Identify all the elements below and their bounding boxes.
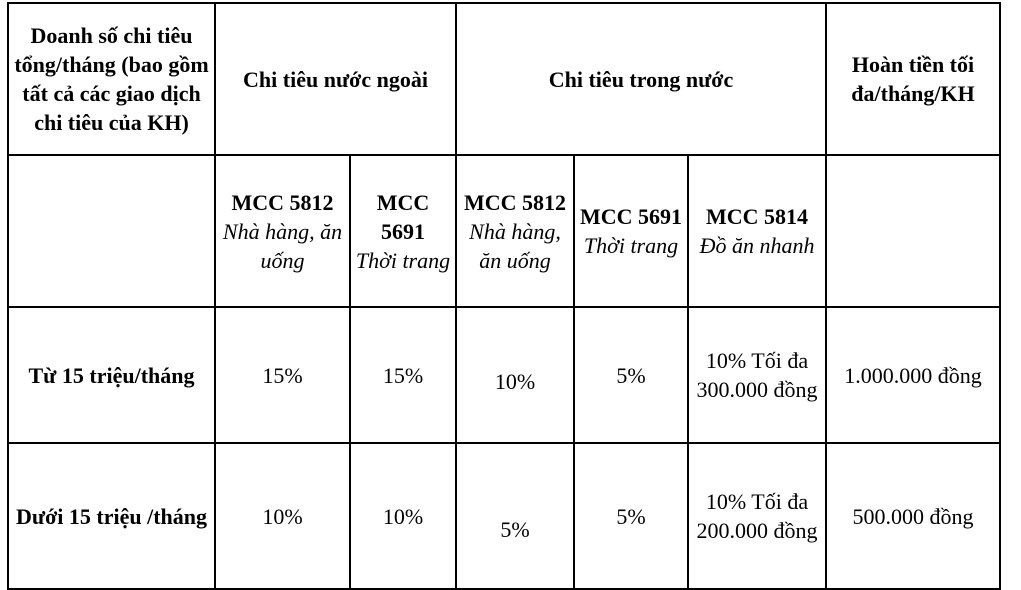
- subheader-domestic-5814: [688, 155, 826, 307]
- subheader-foreign-5691: [350, 155, 456, 307]
- tier-label: Từ 15 triệu/tháng: [8, 307, 215, 443]
- mcc-description: Thời trang: [355, 247, 451, 273]
- rate-domestic-5814: 10% Tối đa 300.000 đồng: [688, 307, 826, 443]
- rate-domestic-5812: 10%: [456, 307, 574, 443]
- rate-foreign-5812: 15%: [215, 307, 350, 443]
- table-row: [8, 307, 1000, 443]
- mcc-description: Nhà hàng, ăn uống: [222, 218, 343, 273]
- mcc-code: MCC 5812: [463, 189, 567, 215]
- tier-label: Dưới 15 triệu /tháng: [8, 443, 215, 589]
- max-cashback-value: 500.000 đồng: [826, 443, 1000, 589]
- rate-foreign-5691: 15%: [350, 307, 456, 443]
- header-max-cashback: Hoàn tiền tối đa/tháng/KH: [826, 3, 1000, 155]
- rate-foreign-5812: 10%: [215, 443, 350, 589]
- max-cashback-value: 1.000.000 đồng: [826, 307, 1000, 443]
- subheader-foreign-5812: [215, 155, 350, 307]
- mcc-description: Nhà hàng, ăn uống: [469, 218, 561, 273]
- header-foreign-spending: Chi tiêu nước ngoài: [215, 3, 456, 155]
- header-domestic-spending: Chi tiêu trong nước: [456, 3, 826, 155]
- header-sales-volume: Doanh số chi tiêu tổng/tháng (bao gồm tất cả các giao dịch chi tiêu của KH): [8, 3, 215, 155]
- rate-foreign-5691: 10%: [350, 443, 456, 589]
- mcc-description: Đồ ăn nhanh: [699, 233, 815, 258]
- rate-domestic-5814: 10% Tối đa 200.000 đồng: [688, 443, 826, 589]
- cashback-table: [7, 2, 1001, 590]
- mcc-description: Thời trang: [583, 233, 679, 258]
- mcc-code: MCC 5691: [376, 189, 430, 244]
- rate-domestic-5691: 5%: [574, 443, 688, 589]
- rate-domestic-5691: 5%: [574, 307, 688, 443]
- table-row: [8, 443, 1000, 589]
- mcc-code: MCC 5812: [231, 189, 334, 215]
- subheader-domestic-5691: [574, 155, 688, 307]
- table-header-row: [8, 3, 1000, 155]
- table-subheader-row: [8, 155, 1000, 307]
- mcc-code: MCC 5814: [705, 204, 809, 229]
- subheader-empty-cell: [8, 155, 215, 307]
- mcc-code: MCC 5691: [579, 204, 683, 229]
- rate-domestic-5812: 5%: [456, 443, 574, 589]
- subheader-empty-cell: [826, 155, 1000, 307]
- subheader-domestic-5812: [456, 155, 574, 307]
